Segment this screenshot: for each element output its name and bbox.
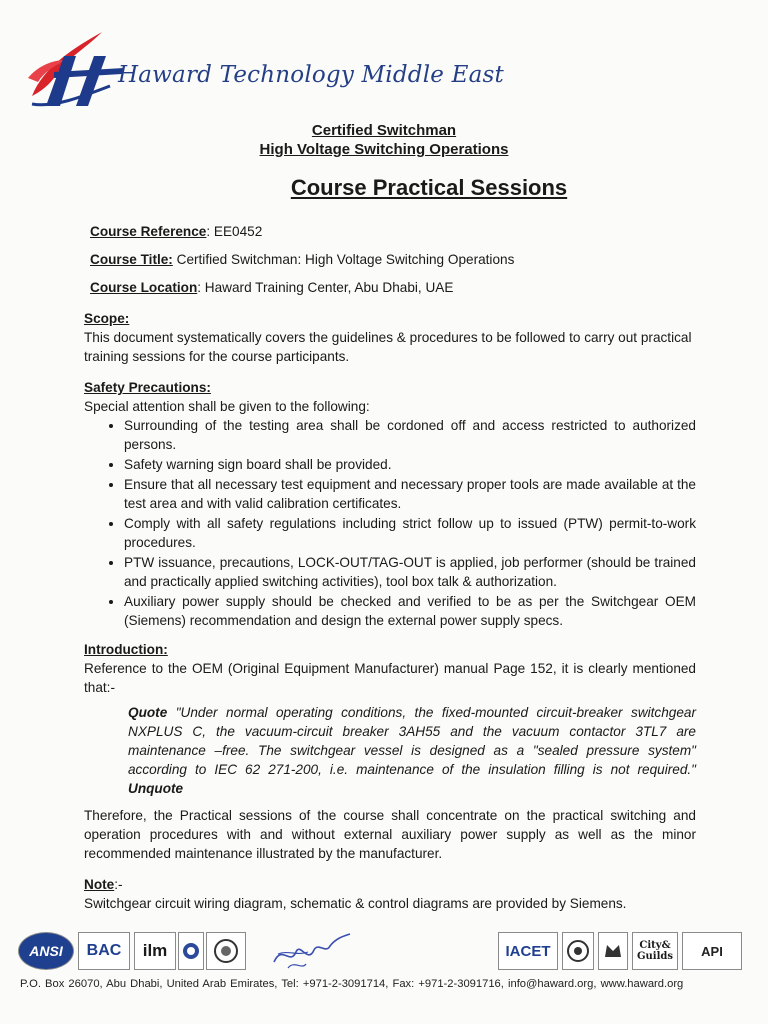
quote-body: "Under normal operating conditions, the fixed-mounted circuit-breaker switchgear NXPLUS C, the vacuum-circuit breaker 3AH55 and the vacuum contactor 3TL7 are maintenance –free. The switchgear vessel is designed as a "sealed pressure system" according to IEC 62 271-200, i.e. maintenance of the insulation filling is not required." bbox=[128, 705, 696, 777]
course-reference-label: Course Reference bbox=[90, 224, 207, 239]
course-subtitle-2: High Voltage Switching Operations bbox=[259, 141, 509, 158]
list-item: • Ensure that all necessary test equipment and necessary proper tools are made available at the test area and with valid calibration certificates. bbox=[124, 475, 696, 513]
ansi-logo: ANSI bbox=[18, 932, 74, 970]
iso-logo bbox=[562, 932, 594, 970]
safety-heading: Safety Precautions: bbox=[84, 380, 211, 395]
list-item: • Surrounding of the testing area shall be cordoned off and access restricted to authorized persons. bbox=[124, 416, 696, 454]
note-text: Switchgear circuit wiring diagram, schematic & control diagrams are provided by Siemens. bbox=[84, 896, 627, 911]
iso-cert-icon bbox=[566, 939, 590, 963]
scope-heading: Scope: bbox=[84, 311, 130, 326]
course-title-row bbox=[90, 250, 696, 269]
oem-quote bbox=[128, 703, 696, 798]
accreditation-logos bbox=[18, 932, 750, 974]
course-location-label: Course Location bbox=[90, 280, 198, 295]
emblem-icon bbox=[213, 938, 239, 964]
course-reference-row bbox=[90, 222, 696, 241]
course-location-row bbox=[90, 278, 696, 297]
api-logo: API bbox=[682, 932, 742, 970]
list-item: • Safety warning sign board shall be provided. bbox=[124, 455, 696, 474]
safety-intro: Special attention shall be given to the following: bbox=[84, 399, 370, 414]
course-title-label: Course Title: bbox=[90, 252, 173, 267]
ilm-logo: ilm bbox=[134, 932, 176, 970]
note-heading: Note bbox=[84, 877, 115, 892]
document-body bbox=[84, 222, 696, 913]
course-reference-value: : EE0452 bbox=[206, 224, 263, 239]
note-heading-row bbox=[84, 875, 696, 894]
seal-logo-1 bbox=[178, 932, 204, 970]
iacet-logo: IACET bbox=[498, 932, 558, 970]
introduction-conclusion: Therefore, the Practical sessions of the course shall concentrate on the practical switching and operation procedures with and without external auxiliary power supply as well as the minor recommended maintenance illustrated by the manufacturer. bbox=[84, 808, 696, 861]
haward-logo-icon bbox=[24, 26, 124, 110]
company-name: Haward Technology Middle East bbox=[118, 62, 504, 88]
list-item: • Comply with all safety regulations including strict follow up to issued (PTW) permit-to-work procedures. bbox=[124, 514, 696, 552]
note-heading-suffix: :- bbox=[114, 877, 123, 892]
footer-contact: P.O. Box 26070, Abu Dhabi, United Arab Emirates, Tel: +971-2-3091714, Fax: +971-2-3091716, info@haward.org, www.haward.org bbox=[20, 978, 684, 990]
seal-logo-2 bbox=[206, 932, 246, 970]
page-title: Course Practical Sessions bbox=[290, 175, 568, 200]
list-item: • PTW issuance, precautions, LOCK-OUT/TAG-OUT is applied, job performer (should be trained and practically applied switching activities), tool box talk & authorization. bbox=[124, 553, 696, 591]
course-subtitle-1: Certified Switchman bbox=[311, 122, 457, 139]
seal-icon bbox=[181, 941, 201, 961]
bac-logo: BAC bbox=[78, 932, 130, 970]
course-location-value: : Haward Training Center, Abu Dhabi, UAE bbox=[197, 280, 454, 295]
quote-close: Unquote bbox=[128, 781, 184, 796]
crown-icon bbox=[603, 939, 623, 963]
introduction-text: Reference to the OEM (Original Equipment Manufacturer) manual Page 152, it is clearly mentioned that:- bbox=[84, 661, 696, 695]
quote-open: Quote bbox=[128, 705, 168, 720]
safety-list bbox=[84, 416, 696, 630]
city-guilds-logo: City& Guilds bbox=[632, 932, 678, 970]
signature-icon bbox=[268, 924, 352, 974]
course-title-value: Certified Switchman: High Voltage Switching Operations bbox=[172, 252, 515, 267]
ukas-logo bbox=[598, 932, 628, 970]
introduction-heading: Introduction: bbox=[84, 642, 168, 657]
list-item: • Auxiliary power supply should be checked and verified to be as per the Switchgear OEM (Siemens) recommendation and design the external power supply specs. bbox=[124, 592, 696, 630]
scope-text: This document systematically covers the guidelines & procedures to be followed to carry out practical training sessions for the course participants. bbox=[84, 330, 692, 364]
